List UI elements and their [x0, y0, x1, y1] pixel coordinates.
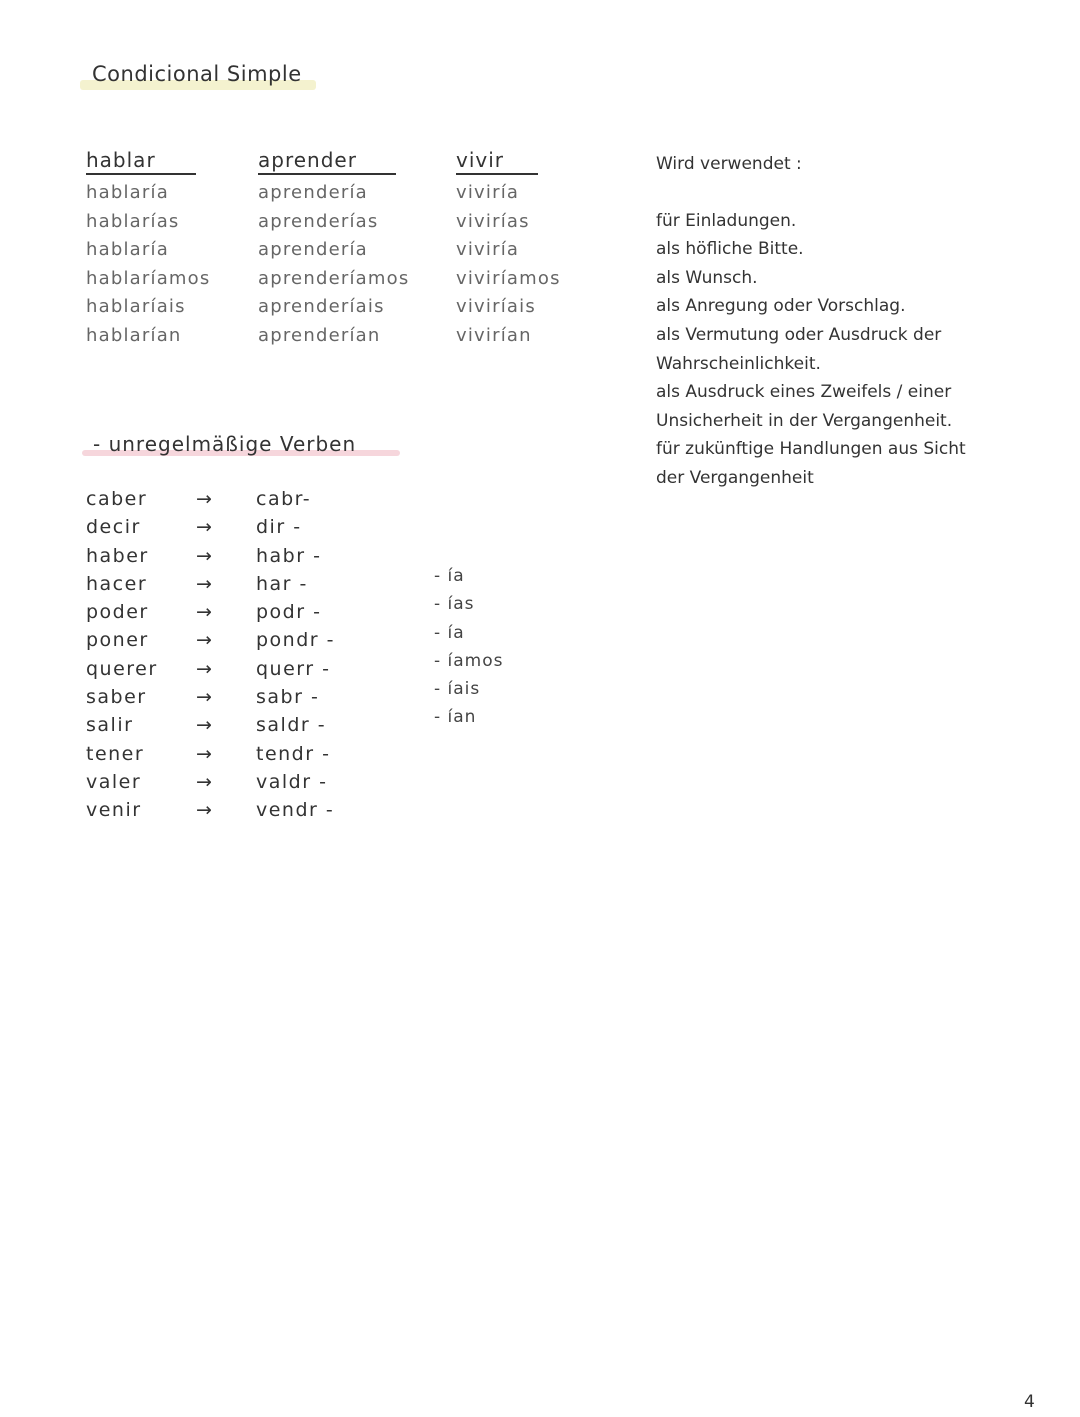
- irregular-infinitive: valer: [86, 770, 142, 793]
- page-title: Condicional Simple: [92, 62, 302, 86]
- irregular-infinitive: decir: [86, 516, 141, 539]
- usage-item: als Ausdruck eines Zweifels / einer Unsicherheit in der Vergangenheit.: [656, 382, 953, 431]
- verb-form: hablarían: [86, 324, 182, 346]
- irregular-infinitive: haber: [86, 544, 149, 567]
- verb-form: aprenderíamos: [258, 267, 410, 289]
- usage-notes: [656, 150, 996, 493]
- arrow-icon: →: [196, 742, 214, 765]
- irregular-endings: [434, 566, 504, 736]
- conjugation-column-hablar: [86, 148, 210, 351]
- usage-item: als höfliche Bitte.: [656, 239, 804, 260]
- ending: - íamos: [434, 650, 504, 671]
- irregular-stem: saldr -: [256, 714, 327, 737]
- verb-form: hablaría: [86, 182, 169, 203]
- arrow-icon: →: [196, 799, 214, 822]
- irregular-infinitive: poder: [86, 601, 149, 624]
- conjugation-column-vivir: [456, 148, 561, 351]
- ending: - ía: [434, 622, 465, 643]
- irregular-stem: querr -: [256, 657, 331, 680]
- verb-form: viviría: [456, 182, 520, 203]
- usage-item: als Wunsch.: [656, 267, 758, 288]
- usage-item: als Vermutung oder Ausdruck der Wahrscheinlichkeit.: [656, 324, 942, 374]
- arrow-icon: →: [196, 544, 214, 567]
- irregular-stem: har -: [256, 572, 308, 595]
- arrow-column: [196, 488, 213, 828]
- irregular-infinitives: [86, 488, 158, 828]
- irregular-stem: dir -: [256, 516, 302, 539]
- verb-form: hablarías: [86, 210, 180, 232]
- usage-item: als Anregung oder Vorschlag.: [656, 296, 906, 317]
- arrow-icon: →: [196, 657, 214, 680]
- conjugation-column-aprender: [258, 148, 409, 351]
- irregular-infinitive: hacer: [86, 572, 148, 595]
- verb-form: aprenderían: [258, 324, 381, 346]
- usage-item: für Einladungen.: [656, 210, 797, 231]
- arrow-icon: →: [196, 629, 214, 652]
- irregular-infinitive: salir: [86, 714, 134, 737]
- irregular-stem: pondr -: [256, 629, 335, 652]
- irregular-stem: vendr -: [256, 799, 335, 822]
- verb-form: vivirías: [456, 210, 530, 232]
- irregular-infinitive: querer: [86, 657, 158, 680]
- verb-heading: vivir: [456, 148, 538, 175]
- ending: - ía: [434, 566, 465, 586]
- irregular-infinitive: tener: [86, 742, 145, 765]
- arrow-icon: →: [196, 714, 214, 737]
- page-number: 4: [1024, 1392, 1035, 1412]
- irregular-stems: [256, 488, 335, 828]
- verb-form: hablaríais: [86, 296, 186, 318]
- irregular-infinitive: caber: [86, 488, 148, 510]
- verb-form: aprendería: [258, 182, 368, 203]
- verb-form: viviría: [456, 239, 520, 261]
- irregular-verbs-heading: - unregelmäßige Verben: [93, 432, 357, 456]
- arrow-icon: →: [196, 686, 214, 709]
- arrow-icon: →: [196, 516, 214, 539]
- ending: - íais: [434, 679, 481, 700]
- ending: - ías: [434, 594, 475, 615]
- usage-heading: Wird verwendet :: [656, 154, 802, 174]
- verb-form: aprenderías: [258, 210, 379, 232]
- verb-heading: hablar: [86, 148, 196, 175]
- irregular-stem: tendr -: [256, 742, 331, 765]
- verb-form: viviríamos: [456, 267, 561, 289]
- verb-form: aprenderíais: [258, 296, 385, 318]
- verb-form: viviríais: [456, 296, 536, 318]
- verb-form: hablaría: [86, 239, 169, 261]
- irregular-stem: podr -: [256, 601, 322, 624]
- arrow-icon: →: [196, 572, 214, 595]
- irregular-stem: habr -: [256, 544, 322, 567]
- verb-heading: aprender: [258, 148, 396, 175]
- verb-form: vivirían: [456, 324, 532, 346]
- verb-form: aprendería: [258, 239, 368, 261]
- ending: - ían: [434, 707, 477, 728]
- irregular-infinitive: venir: [86, 799, 142, 822]
- arrow-icon: →: [196, 770, 214, 793]
- irregular-infinitive: poner: [86, 629, 149, 652]
- arrow-icon: →: [196, 601, 214, 624]
- usage-item: für zukünftige Handlungen aus Sicht der Vergangenheit: [656, 439, 966, 488]
- irregular-stem: valdr -: [256, 770, 328, 793]
- irregular-stem: cabr-: [256, 488, 312, 510]
- irregular-stem: sabr -: [256, 686, 320, 709]
- verb-form: hablaríamos: [86, 267, 211, 289]
- irregular-infinitive: saber: [86, 686, 147, 709]
- arrow-icon: →: [196, 488, 214, 510]
